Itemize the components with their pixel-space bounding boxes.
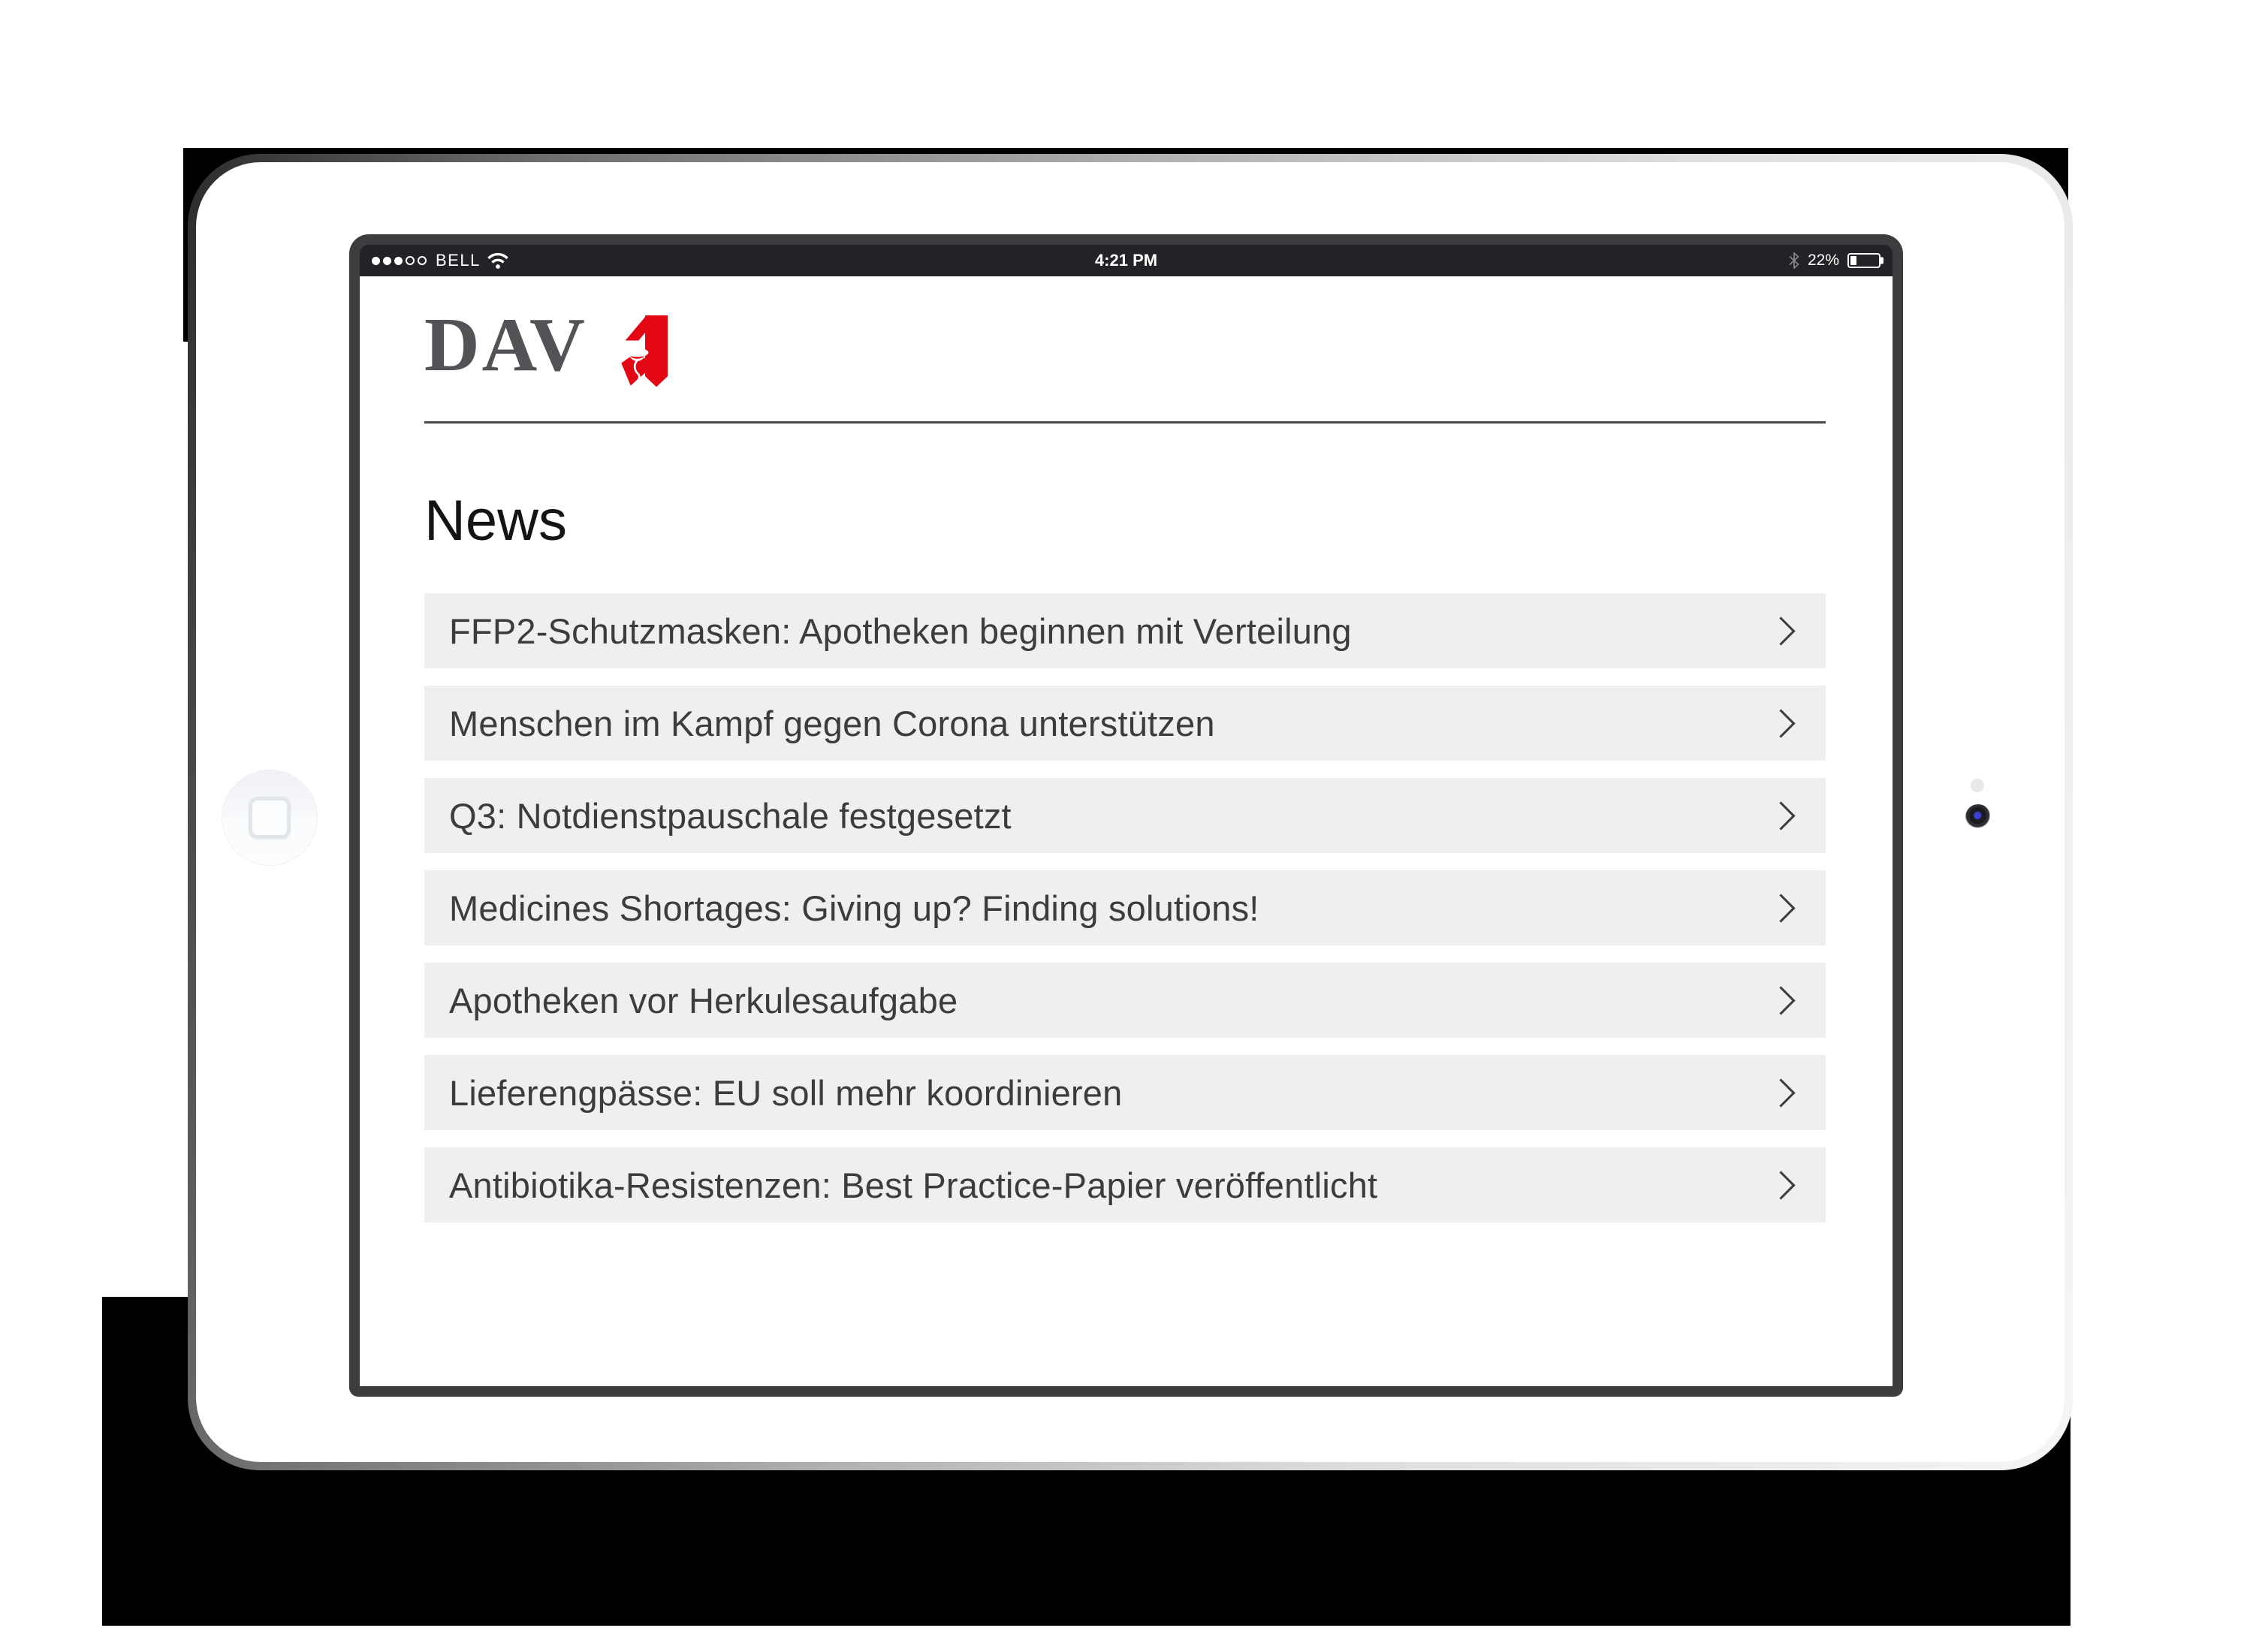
news-item-label: FFP2-Schutzmasken: Apotheken beginnen mit Verteilung [449, 610, 1352, 651]
news-list-item[interactable] [424, 778, 1826, 853]
news-list-item[interactable] [424, 963, 1826, 1038]
home-button-square-icon [249, 797, 291, 839]
chevron-right-icon [1766, 1078, 1795, 1107]
news-list-item[interactable] [424, 1147, 1826, 1222]
news-list-item[interactable] [424, 593, 1826, 668]
news-item-label: Menschen im Kampf gegen Corona unterstützen [449, 703, 1215, 743]
clock-label: 4:21 PM [1094, 251, 1158, 270]
chevron-right-icon [1766, 709, 1795, 737]
front-camera [1965, 804, 1991, 830]
status-bar [360, 245, 1893, 276]
news-list [424, 593, 1826, 1240]
news-list-item[interactable] [424, 1055, 1826, 1130]
chevron-right-icon [1766, 801, 1795, 830]
chevron-right-icon [1766, 616, 1795, 645]
dav-logo[interactable] [424, 305, 676, 385]
news-list-item[interactable] [424, 686, 1826, 761]
news-item-label: Antibiotika-Resistenzen: Best Practice-Papier veröffentlicht [449, 1165, 1378, 1205]
screen [349, 234, 1903, 1397]
carrier-label: BELL [436, 251, 481, 270]
battery-icon [1847, 253, 1881, 268]
news-item-label: Medicines Shortages: Giving up? Finding solutions! [449, 888, 1259, 928]
battery-percent-label: 22% [1807, 252, 1839, 269]
header-divider [424, 421, 1826, 424]
news-item-label: Apotheken vor Herkulesaufgabe [449, 980, 958, 1020]
apotheke-a-icon [604, 310, 676, 388]
chevron-right-icon [1766, 1171, 1795, 1199]
home-button[interactable] [222, 770, 318, 866]
page-title: News [424, 489, 568, 553]
news-list-item[interactable] [424, 870, 1826, 945]
news-item-label: Lieferengpässe: EU soll mehr koordinieren [449, 1072, 1123, 1113]
ambient-light-sensor [1971, 779, 1984, 792]
dav-logo-text: DAV [424, 303, 587, 387]
news-item-label: Q3: Notdienstpauschale festgesetzt [449, 795, 1012, 836]
chevron-right-icon [1766, 894, 1795, 922]
chevron-right-icon [1766, 986, 1795, 1014]
app-content [360, 276, 1893, 1386]
